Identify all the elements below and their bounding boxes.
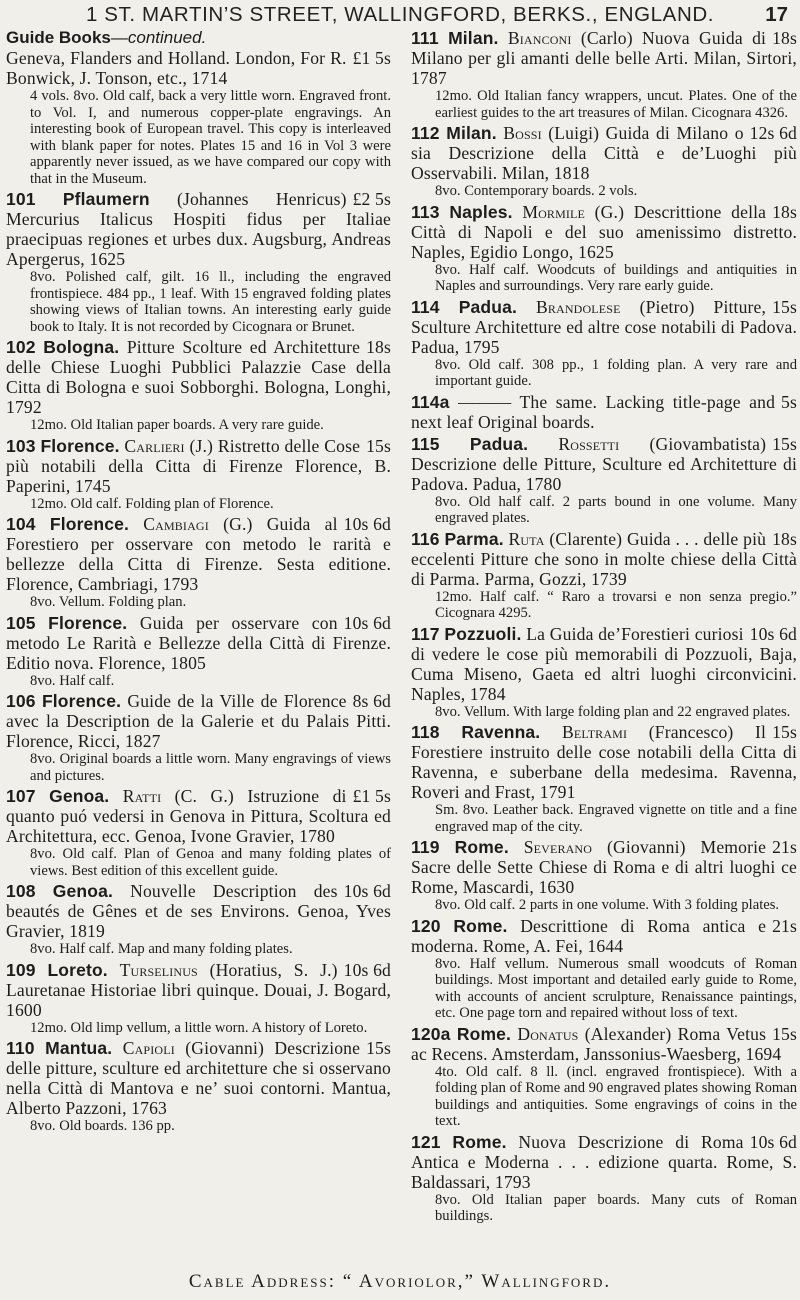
entry-description: 12mo. Old calf. Folding plan of Florence. xyxy=(30,495,274,512)
entry-number: 101 xyxy=(6,189,36,209)
entry-main xyxy=(6,960,391,1020)
entry-title: Descrittione di Roma antica e moderna. Rome, A. Fei, 1644 xyxy=(411,915,767,956)
entry-place: Genoa. xyxy=(49,786,110,806)
entry-author: Mormile xyxy=(522,201,586,222)
entry-number: 102 xyxy=(6,337,36,357)
entry-number: 103 xyxy=(6,435,36,456)
catalogue-entry xyxy=(411,1132,797,1225)
entry-price: 5s xyxy=(781,391,797,412)
entry-title: Guide de la Ville de Florence avec la Description de la Galerie et du Palais Pitti. Florence, Ricci, 1827 xyxy=(6,691,391,751)
page-header xyxy=(0,2,800,28)
entry-author: Carlieri xyxy=(124,435,185,456)
entry-price: 10s 6d xyxy=(343,959,391,980)
entry-number: 118 xyxy=(411,722,440,742)
entry-main xyxy=(6,436,391,496)
entry-price: 18s xyxy=(772,528,797,549)
entry-price: 10s 6d xyxy=(749,1131,797,1152)
entry-price: 15s xyxy=(772,1023,797,1044)
entry-description: 8vo. Old calf. Plan of Genoa and many folding plates of views. Best edition of this excellent guide. xyxy=(30,846,391,879)
entry-price: 15s xyxy=(366,435,391,456)
cable-address-footer: Cable Address: “ Avoriolor,” Wallingford. xyxy=(188,1271,612,1292)
entry-place: Padua. xyxy=(469,433,529,454)
catalogue-entry xyxy=(411,392,797,432)
entry-place: Genoa. xyxy=(52,881,113,901)
entry-title: Nuova Descrizione di Roma Antica e Moderna . . . edizione quarta. Rome, S. Baldassari, 1793 xyxy=(411,1131,797,1192)
entry-price: 8s 6d xyxy=(352,691,391,711)
entry-title: (Clarente) Guida . . . delle più eccelenti Pitture che sono in molte chiese della Città di Parma. Parma, Gozzi, 1739 xyxy=(411,528,797,589)
entry-description: 12mo. Half calf. “ Raro a trovarsi e non senza pregio.” Cicognara 4295. xyxy=(435,588,797,621)
entry-description: 8vo. Half calf. Map and many folding plates. xyxy=(30,941,293,957)
entry-title: ——— The same. Lacking title-page and next leaf Original boards. xyxy=(411,391,776,432)
catalogue-entry xyxy=(411,1024,797,1130)
entry-main xyxy=(411,123,797,183)
entry-title: Pitture Scolture ed Architetture delle Chiese Luoghi Pubblici Palazzie Case della Citta di Bologna e suoi Sobborghi. Bologna, Longhi, 1792 xyxy=(6,337,391,417)
entry-main xyxy=(411,624,797,704)
catalogue-entry xyxy=(411,624,797,721)
entry-place: Pozzuoli. xyxy=(444,623,522,644)
entry-place: Rome. xyxy=(454,837,509,857)
entry-description: Sm. 8vo. Leather back. Engraved vignette on title and a fine engraved map of the city. xyxy=(435,802,797,835)
entry-number: 119 xyxy=(411,837,440,857)
entry-price: 15s xyxy=(366,1038,391,1058)
entry-description: 12mo. Old Italian fancy wrappers, uncut. Plates. One of the earliest guides to the art treasures of Milan. Cicognara 4326. xyxy=(435,88,797,121)
catalogue-entry xyxy=(6,786,391,879)
entry-description: 8vo. Old Italian paper boards. Many cuts of Roman buildings. xyxy=(435,1191,797,1224)
entry-price: 10s 6d xyxy=(343,612,391,633)
entry-price: 18s xyxy=(772,28,797,48)
entry-author: Bossi xyxy=(503,123,542,143)
entry-author: Beltrami xyxy=(561,722,628,742)
entry-title: (C. G.) Istruzione di quanto puó vedersi in Genova in Pittura, Scoltura ed Architettura, ecc. Genoa, Ivone Gravier, 1780 xyxy=(6,786,391,846)
entry-title: (Carlo) Nuova Guida di Milano per gli amanti delle belle Arti. Milan, Sirtori, 1787 xyxy=(411,28,797,88)
entry-author: Turselinus xyxy=(119,959,198,980)
catalogue-entry xyxy=(411,529,797,622)
entry-price: 15s xyxy=(772,296,797,317)
entry-main xyxy=(6,691,391,751)
entry-author: Bianconi xyxy=(507,28,572,48)
entry-place: Padua. xyxy=(458,296,517,317)
entry-price: 10s 6d xyxy=(343,881,391,901)
entry-main xyxy=(411,434,797,494)
entry-number: 106 xyxy=(6,691,36,711)
entry-place: Naples. xyxy=(449,201,513,222)
entry-main xyxy=(6,881,391,941)
catalogue-entry xyxy=(6,613,391,690)
left-column xyxy=(6,28,391,1137)
entry-author: Rossetti xyxy=(558,433,620,454)
entry-main xyxy=(411,1132,797,1192)
entry-author: Capioli xyxy=(122,1038,175,1058)
entry-number: 107 xyxy=(6,786,36,806)
entry-number: 113 xyxy=(411,201,440,222)
entry-price: £1 5s xyxy=(352,48,391,68)
catalogue-entry xyxy=(6,881,391,958)
entry-author: Ruta xyxy=(508,528,545,549)
entry-title: Guida per osservare con metodo Le Rarità e Bellezze della Città di Firenze. Editio nova. Florence, 1805 xyxy=(6,612,391,673)
entry-author: Cambiagi xyxy=(143,514,209,534)
entry-number: 114 xyxy=(411,296,440,317)
entry-description: 8vo. Vellum. Folding plan. xyxy=(30,594,187,610)
entry-price: 10s 6d xyxy=(343,514,391,534)
entry-place: Milan. xyxy=(448,28,499,48)
entry-number: 105 xyxy=(6,612,36,633)
entry-main xyxy=(411,28,797,88)
entry-main xyxy=(6,613,391,673)
section-heading-continued: —continued. xyxy=(110,28,207,47)
right-column xyxy=(411,28,797,1227)
entry-main xyxy=(411,722,797,802)
entry-title: (G.) Guida al Forestiero per osservare con metodo le rarità e bellezze della Citta di Firenze. Sesta editione. Florence, Cambriagi, 1793 xyxy=(6,514,391,594)
entry-number: 120a xyxy=(411,1023,451,1044)
entry-description: 8vo. Half calf. xyxy=(30,672,115,689)
entry-main xyxy=(411,202,797,262)
entry-number: 111 xyxy=(411,28,439,48)
catalogue-entry xyxy=(411,123,797,200)
entry-main xyxy=(6,337,391,417)
entry-price: 18s xyxy=(366,337,391,357)
entry-place: Milan. xyxy=(446,123,497,143)
entry-number: 121 xyxy=(411,1131,441,1152)
entry-price: 12s 6d xyxy=(749,123,797,143)
left-entry-list xyxy=(6,48,391,1135)
entry-title: La Guida de’Forestieri curiosi di vedere le cose più memorabili di Pozzuoli, Baja, Cuma Miseno, Gaeta ed altri luoghi circonvicini. Naples, 1784 xyxy=(411,623,797,704)
entry-description: 8vo. Old calf. 308 pp., 1 folding plan. A very rare and important guide. xyxy=(435,356,797,389)
entry-main xyxy=(411,297,797,357)
catalogue-entry xyxy=(6,337,391,434)
entry-description: 8vo. Half calf. Woodcuts of buildings and antiquities in Naples and surroundings. Very rare early guide. xyxy=(435,261,797,294)
entry-description: 4to. Old calf. 8 ll. (incl. engraved frontispiece). With a folding plan of Rome and 90 engraved plates showing Roman buildings and antiquities. Some engravings of coins in the text. xyxy=(435,1063,797,1129)
entry-author: Brandolese xyxy=(536,296,621,317)
entry-title: (Francesco) Il Forestiere instruito delle cose notabili della Citta di Ravenna, e suberbane della medesima. Ravenna, Roveri and Frast, 1791 xyxy=(411,722,797,802)
entry-place: Loreto. xyxy=(47,959,108,980)
entry-main xyxy=(411,392,797,432)
entry-main xyxy=(6,786,391,846)
entry-place: Pflaumern xyxy=(62,189,150,209)
entry-price: £2 5s xyxy=(352,189,391,209)
catalogue-entry xyxy=(6,960,391,1037)
catalogue-entry xyxy=(411,722,797,835)
address-line: 1 ST. MARTIN’S STREET, WALLINGFORD, BERKS., ENGLAND. xyxy=(85,3,715,26)
entry-main xyxy=(6,1038,391,1118)
entry-main xyxy=(6,514,391,594)
catalogue-entry xyxy=(411,202,797,295)
right-entry-list xyxy=(411,28,797,1225)
entry-description: 12mo. Old limp vellum, a little worn. A history of Loreto. xyxy=(30,1019,368,1036)
entry-price: 18s xyxy=(772,201,797,222)
catalogue-entry xyxy=(411,434,797,527)
entry-description: 12mo. Old Italian paper boards. A very rare guide. xyxy=(30,417,324,433)
entry-place: Mantua. xyxy=(45,1038,113,1058)
catalogue-entry xyxy=(411,297,797,390)
entry-place: Florence. xyxy=(48,612,128,633)
page-number: 17 xyxy=(765,3,788,26)
section-heading-title: Guide Books xyxy=(6,28,111,47)
entry-price: 15s xyxy=(772,722,797,742)
entry-number: 112 xyxy=(411,123,440,143)
catalogue-entry xyxy=(6,189,391,335)
entry-price: 21s xyxy=(772,837,797,857)
catalogue-entry xyxy=(6,1038,391,1135)
entry-description: 8vo. Vellum. With large folding plan and 22 engraved plates. xyxy=(435,703,791,720)
entry-title: (Alexander) Roma Vetus ac Recens. Amsterdam, Janssonius-Waesberg, 1694 xyxy=(411,1023,782,1064)
entry-price: £1 5s xyxy=(352,786,391,806)
entry-description: 8vo. Polished calf, gilt. 16 ll., including the engraved frontispiece. 484 pp., 1 leaf. With 15 engraved folding plates showing views of Italian towns. An interesting early guide book to Italy. It is not recorded by Cicognara or Brunet. xyxy=(30,269,391,335)
entry-title: (Johannes Henricus) Mercurius Italicus Hospiti fidus per Italiae praecipuas regiones et urbes dux. Augsburg, Andreas Apergerus, 1625 xyxy=(6,189,391,269)
entry-title: (Luigi) Guida di Milano o sia Descrizione della Città e de’Luoghi più Osservabili. Milan, 1818 xyxy=(411,123,797,183)
catalogue-entry xyxy=(411,916,797,1022)
entry-number: 110 xyxy=(6,1038,35,1058)
entry-author: Severano xyxy=(523,837,593,857)
entry-author: Donatus xyxy=(517,1023,579,1044)
entry-place: Rome. xyxy=(452,1131,507,1152)
entry-place: Rome. xyxy=(453,915,508,936)
entry-place: Ravenna. xyxy=(461,722,541,742)
entry-place: Bologna. xyxy=(43,337,120,357)
entry-title: (Giovanni) Descrizione delle pitture, sculture ed architetture che si osservano nella Città di Mantova e ne’ suoi contorni. Mantua, Alberto Pazzoni, 1763 xyxy=(6,1038,391,1118)
entry-place: Florence. xyxy=(41,691,122,711)
entry-number: 108 xyxy=(6,881,36,901)
entry-price: 15s xyxy=(772,433,797,454)
entry-title: (J.) Ristretto delle Cose più notabili della Citta di Firenze Florence, B. Paperini, 1745 xyxy=(6,435,391,496)
entry-title: (Pietro) Pitture, Sculture Architetture ed altre cose notabili di Padova. Padua, 1795 xyxy=(411,296,797,357)
entry-price: 21s xyxy=(772,915,797,936)
entry-number: 115 xyxy=(411,433,440,454)
section-heading xyxy=(6,28,391,48)
entry-main xyxy=(411,916,797,956)
catalogue-entry xyxy=(6,48,391,187)
entry-title: (Horatius, S. J.) Lauretanae Historiae libri quinque. Douai, J. Bogard, 1600 xyxy=(6,959,391,1020)
entry-description: 8vo. Half vellum. Numerous small woodcuts of Roman buildings. Most important and detailed early guide to Rome, with accounts of ancient scrulpture, Renaissance paintings, etc. One page torn and repaired without loss of text. xyxy=(435,955,797,1021)
entry-main xyxy=(411,837,797,897)
catalogue-entry xyxy=(6,691,391,784)
entry-title: (G.) Descrittione della Città di Napoli e del suo amenissimo distretto. Naples, Egidio Longo, 1625 xyxy=(411,201,797,262)
entry-description: 8vo. Old calf. 2 parts in one volume. With 3 folding plates. xyxy=(435,897,780,913)
entry-title: (Giovambatista) Descrizione delle Pitture, Sculture ed Architetture di Padova. Padua, 1780 xyxy=(411,433,797,494)
entry-main xyxy=(411,1024,797,1064)
entry-number: 104 xyxy=(6,514,36,534)
entry-number: 109 xyxy=(6,959,36,980)
catalogue-entry xyxy=(6,436,391,513)
entry-description: 8vo. Original boards a little worn. Many engravings of views and pictures. xyxy=(30,751,391,784)
entry-main xyxy=(6,189,391,269)
entry-place: Rome. xyxy=(456,1023,512,1044)
entry-title: Geneva, Flanders and Holland. London, For R. Bonwick, J. Tonson, etc., 1714 xyxy=(6,48,347,88)
entry-author: Ratti xyxy=(122,786,162,806)
entry-number: 120 xyxy=(411,915,441,936)
entry-description: 8vo. Contemporary boards. 2 vols. xyxy=(435,183,638,199)
entry-number: 114a xyxy=(411,391,450,412)
entry-description: 4 vols. 8vo. Old calf, back a very little worn. Engraved front. to Vol. I, and numerous copper-plate engravings. An interesting book of European travel. This copy is interleaved with blank paper for notes. Plates 15 and 16 in Vol 3 were apparently never issued, as we have compared our copy with that in the Museum. xyxy=(30,88,391,187)
entry-number: 117 xyxy=(411,623,440,644)
entry-title: Nouvelle Description des beautés de Gênes et de ses Environs. Genoa, Yves Gravier, 1819 xyxy=(6,881,391,941)
entry-place: Parma. xyxy=(444,528,504,549)
entry-description: 8vo. Old boards. 136 pp. xyxy=(30,1118,175,1134)
entry-price: 10s 6d xyxy=(749,623,797,644)
entry-number: 116 xyxy=(411,528,440,549)
entry-title: (Giovanni) Memorie Sacre delle Sette Chiese di Roma e di altri luoghi ce Rome, Mascardi, 1630 xyxy=(411,837,797,897)
catalogue-entry xyxy=(6,514,391,611)
catalogue-entry xyxy=(411,28,797,121)
entry-main xyxy=(411,529,797,589)
entry-description: 8vo. Old half calf. 2 parts bound in one volume. Many engraved plates. xyxy=(435,493,797,526)
entry-place: Florence. xyxy=(40,435,120,456)
entry-main xyxy=(6,48,391,88)
catalogue-entry xyxy=(411,837,797,914)
entry-place: Florence. xyxy=(49,514,130,534)
